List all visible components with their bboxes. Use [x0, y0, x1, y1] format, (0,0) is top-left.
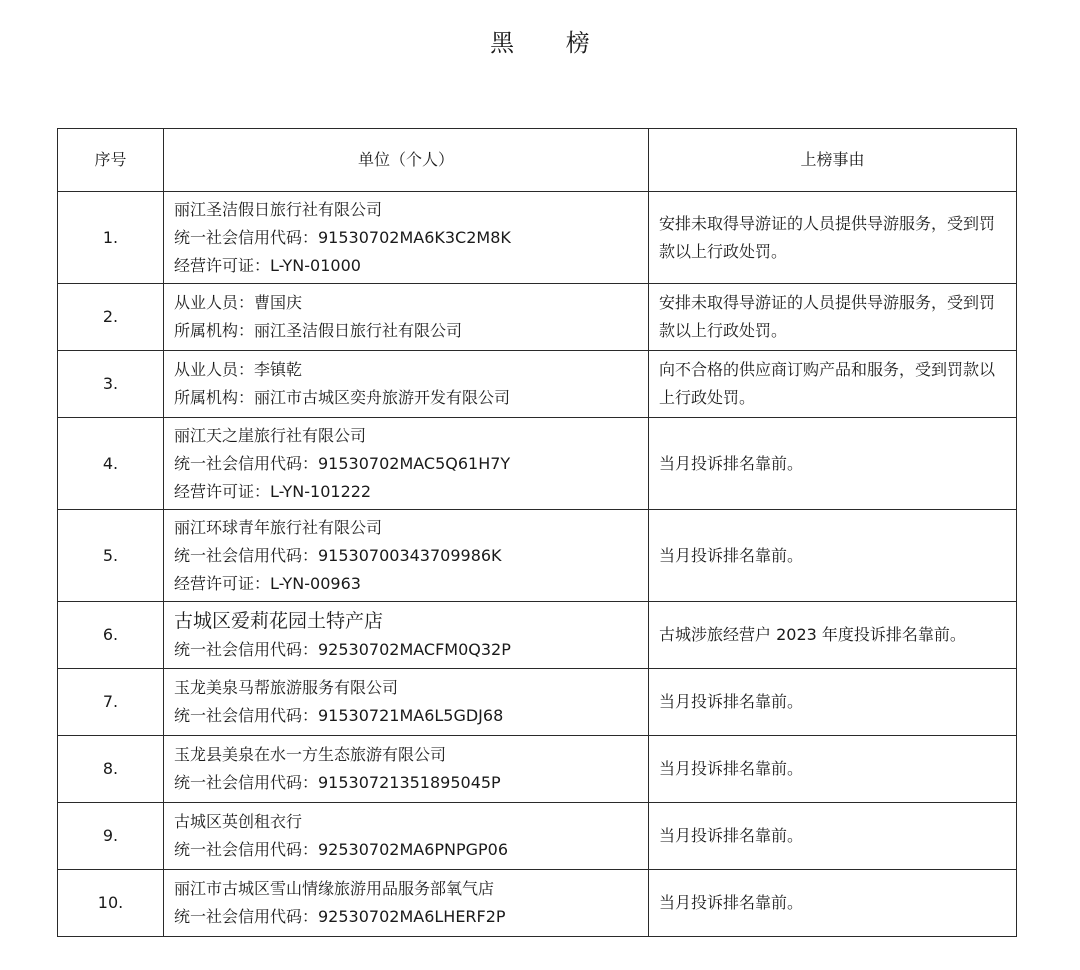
row-unit	[164, 736, 649, 803]
row-unit	[164, 870, 649, 937]
row-reason	[649, 669, 1017, 736]
row-number: 4.	[58, 418, 164, 510]
credit-code: 统一社会信用代码：91530702MA6K3C2M8K	[174, 227, 511, 247]
affiliated-agency: 所属机构：丽江市古城区奕舟旅游开发有限公司	[174, 388, 511, 407]
unit-name: 古城区爱莉花园土特产店	[174, 610, 384, 632]
reason-text: 当月投诉排名靠前。	[659, 759, 804, 778]
row-reason	[649, 803, 1017, 870]
row-reason	[649, 736, 1017, 803]
row-number: 1.	[58, 192, 164, 284]
row-number: 2.	[58, 284, 164, 351]
blacklist-table	[57, 128, 1017, 937]
license-number: 经营许可证：L-YN-101222	[174, 481, 372, 501]
table-row	[58, 803, 1017, 870]
table-row	[58, 351, 1017, 418]
table-row	[58, 669, 1017, 736]
table-row	[58, 870, 1017, 937]
practitioner-name: 从业人员：曹国庆	[174, 293, 303, 312]
header-unit: 单位（个人）	[164, 129, 649, 192]
unit-name: 丽江市古城区雪山情缘旅游用品服务部氧气店	[174, 879, 495, 898]
table-row	[58, 602, 1017, 669]
row-reason	[649, 870, 1017, 937]
credit-code: 统一社会信用代码：92530702MACFM0Q32P	[174, 640, 511, 659]
row-reason	[649, 418, 1017, 510]
row-reason	[649, 510, 1017, 602]
row-reason	[649, 351, 1017, 418]
row-number: 5.	[58, 510, 164, 602]
unit-name: 玉龙美泉马帮旅游服务有限公司	[174, 678, 399, 697]
license-number: 经营许可证：L-YN-01000	[174, 255, 361, 275]
reason-text: 当月投诉排名靠前。	[659, 692, 804, 711]
credit-code: 统一社会信用代码：91530721MA6L5GDJ68	[174, 706, 504, 725]
row-unit	[164, 418, 649, 510]
unit-name: 丽江天之崖旅行社有限公司	[174, 425, 367, 445]
reason-text: 古城涉旅经营户 2023 年度投诉排名靠前。	[659, 625, 966, 644]
row-unit	[164, 669, 649, 736]
unit-name: 古城区英创租衣行	[174, 812, 303, 831]
table-row	[58, 510, 1017, 602]
license-number: 经营许可证：L-YN-00963	[174, 573, 361, 593]
table-row	[58, 736, 1017, 803]
row-reason	[649, 192, 1017, 284]
row-unit	[164, 803, 649, 870]
unit-name: 丽江环球青年旅行社有限公司	[174, 517, 383, 537]
unit-name: 丽江圣洁假日旅行社有限公司	[174, 199, 383, 219]
table-header-row	[58, 129, 1017, 192]
credit-code: 统一社会信用代码：91530702MAC5Q61H7Y	[174, 453, 511, 473]
reason-text: 当月投诉排名靠前。	[659, 826, 804, 845]
row-unit	[164, 510, 649, 602]
header-number: 序号	[58, 129, 164, 192]
credit-code: 统一社会信用代码：91530700343709986K	[174, 545, 502, 565]
reason-text: 当月投诉排名靠前。	[659, 545, 804, 565]
affiliated-agency: 所属机构：丽江圣洁假日旅行社有限公司	[174, 321, 463, 340]
row-number: 3.	[58, 351, 164, 418]
reason-text: 当月投诉排名靠前。	[659, 893, 804, 912]
practitioner-name: 从业人员：李镇乾	[174, 360, 303, 379]
row-number: 9.	[58, 803, 164, 870]
row-number: 7.	[58, 669, 164, 736]
credit-code: 统一社会信用代码：92530702MA6LHERF2P	[174, 907, 506, 926]
row-number: 6.	[58, 602, 164, 669]
table-row	[58, 192, 1017, 284]
page-title: 黑 榜	[490, 29, 612, 57]
reason-text: 安排未取得导游证的人员提供导游服务，受到罚款以上行政处罚。	[659, 213, 996, 261]
table-row	[58, 418, 1017, 510]
row-unit	[164, 284, 649, 351]
credit-code: 统一社会信用代码：91530721351895045P	[174, 773, 501, 792]
table-row	[58, 284, 1017, 351]
row-unit	[164, 602, 649, 669]
credit-code: 统一社会信用代码：92530702MA6PNPGP06	[174, 840, 509, 859]
row-unit	[164, 351, 649, 418]
unit-name: 玉龙县美泉在水一方生态旅游有限公司	[174, 745, 447, 764]
reason-text: 向不合格的供应商订购产品和服务，受到罚款以上行政处罚。	[659, 360, 996, 407]
row-number: 8.	[58, 736, 164, 803]
row-reason	[649, 284, 1017, 351]
row-reason	[649, 602, 1017, 669]
reason-text: 安排未取得导游证的人员提供导游服务，受到罚款以上行政处罚。	[659, 293, 996, 340]
row-unit	[164, 192, 649, 284]
reason-text: 当月投诉排名靠前。	[659, 453, 804, 473]
row-number: 10.	[58, 870, 164, 937]
header-reason: 上榜事由	[649, 129, 1017, 192]
